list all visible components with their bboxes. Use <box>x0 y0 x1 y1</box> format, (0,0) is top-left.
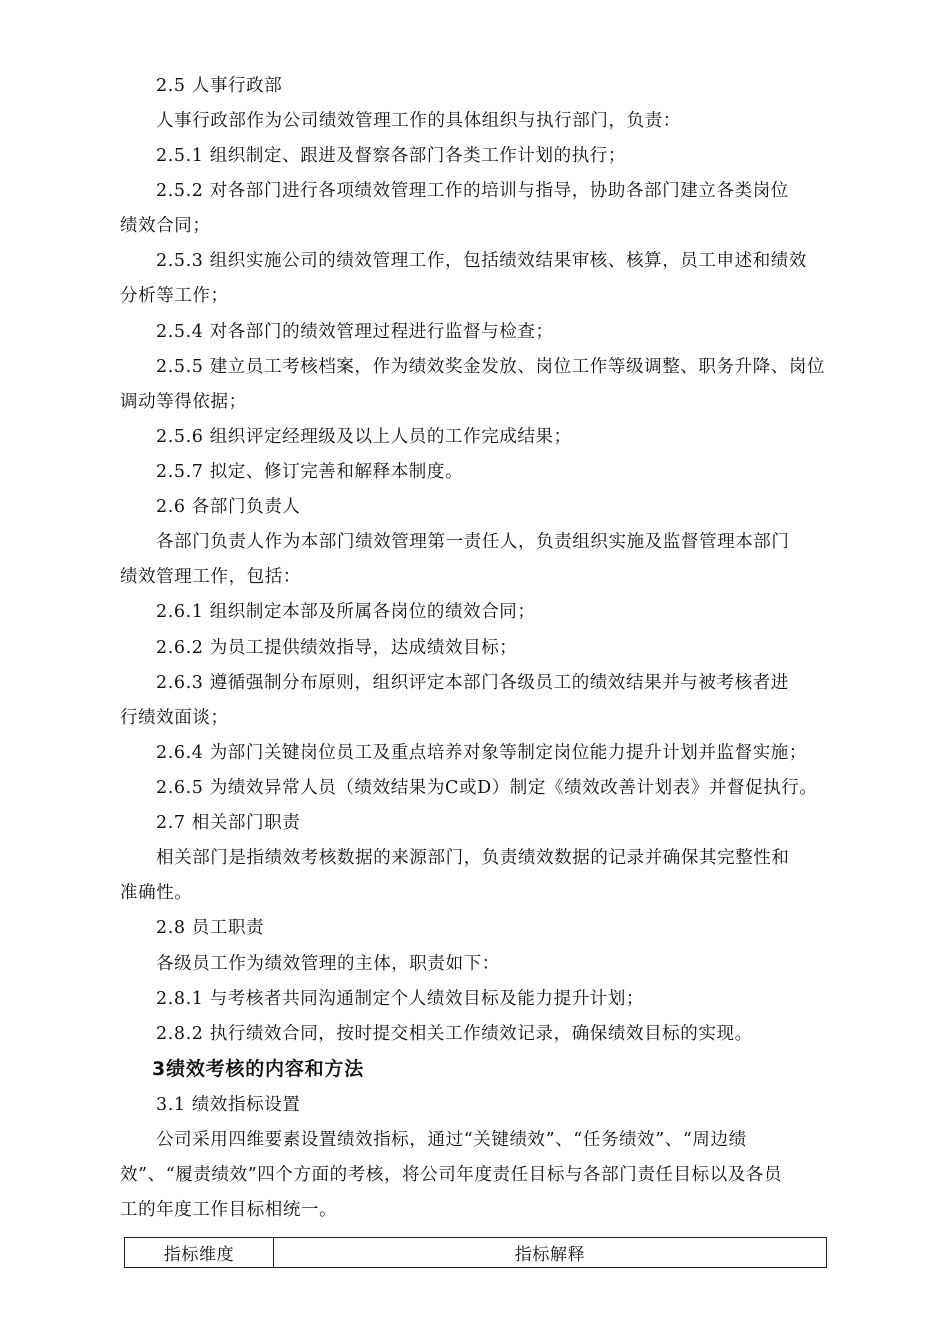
indicator-table <box>124 1237 827 1268</box>
paragraph-continued: 效”、“履责绩效”四个方面的考核，将公司年度责任目标与各部门责任目标以及各员 <box>120 1165 783 1185</box>
list-item: 2.5.7 拟定、修订完善和解释本制度。 <box>156 462 464 482</box>
list-item: 2.5.5 建立员工考核档案，作为绩效奖金发放、岗位工作等级调整、职务升降、岗位 <box>156 357 826 377</box>
section-2-8-heading: 2.8 员工职责 <box>156 918 265 938</box>
list-item: 2.5.3 组织实施公司的绩效管理工作，包括绩效结果审核、核算，员工申述和绩效 <box>156 251 807 271</box>
table-header-row <box>125 1238 827 1268</box>
list-item: 2.6.5 为绩效异常人员（绩效结果为C或D）制定《绩效改善计划表》并督促执行。 <box>156 778 818 798</box>
section-3-heading: 3绩效考核的内容和方法 <box>152 1058 365 1080</box>
list-item: 2.5.6 组织评定经理级及以上人员的工作完成结果； <box>156 427 572 447</box>
list-item-continued: 行绩效面谈； <box>120 708 229 728</box>
list-item-continued: 调动等得依据； <box>120 392 247 412</box>
paragraph: 相关部门是指绩效考核数据的来源部门，负责绩效数据的记录并确保其完整性和 <box>156 848 790 868</box>
list-item: 2.8.2 执行绩效合同，按时提交相关工作绩效记录，确保绩效目标的实现。 <box>156 1024 753 1044</box>
paragraph-continued: 绩效管理工作，包括： <box>120 567 301 587</box>
paragraph: 人事行政部作为公司绩效管理工作的具体组织与执行部门，负责： <box>156 111 681 131</box>
paragraph-continued: 准确性。 <box>120 883 193 903</box>
list-item: 2.6.3 遵循强制分布原则，组织评定本部门各级员工的绩效结果并与被考核者进 <box>156 673 789 693</box>
list-item-continued: 绩效合同； <box>120 216 211 236</box>
column-header-explanation: 指标解释 <box>274 1238 827 1268</box>
section-2-7-heading: 2.7 相关部门职责 <box>156 813 301 833</box>
list-item: 2.6.2 为员工提供绩效指导，达成绩效目标； <box>156 638 518 658</box>
list-item: 2.5.4 对各部门的绩效管理过程进行监督与检查； <box>156 322 554 342</box>
column-header-dimension: 指标维度 <box>125 1238 274 1268</box>
section-3-1-heading: 3.1 绩效指标设置 <box>156 1095 301 1115</box>
section-2-6-heading: 2.6 各部门负责人 <box>156 497 301 517</box>
paragraph: 公司采用四维要素设置绩效指标，通过“关键绩效”、“任务绩效”、“周边绩 <box>156 1130 747 1150</box>
paragraph-continued: 工的年度工作目标相统一。 <box>120 1200 338 1220</box>
list-item: 2.6.1 组织制定本部及所属各岗位的绩效合同； <box>156 602 536 622</box>
list-item: 2.6.4 为部门关键岗位员工及重点培养对象等制定岗位能力提升计划并监督实施； <box>156 743 807 763</box>
list-item: 2.8.1 与考核者共同沟通制定个人绩效目标及能力提升计划； <box>156 989 645 1009</box>
list-item: 2.5.1 组织制定、跟进及督察各部门各类工作计划的执行； <box>156 146 626 166</box>
paragraph: 各级员工作为绩效管理的主体，职责如下： <box>156 954 500 974</box>
list-item: 2.5.2 对各部门进行各项绩效管理工作的培训与指导，协助各部门建立各类岗位 <box>156 181 789 201</box>
section-2-5-heading: 2.5 人事行政部 <box>156 76 283 96</box>
list-item-continued: 分析等工作； <box>120 286 229 306</box>
paragraph: 各部门负责人作为本部门绩效管理第一责任人，负责组织实施及监督管理本部门 <box>156 532 790 552</box>
